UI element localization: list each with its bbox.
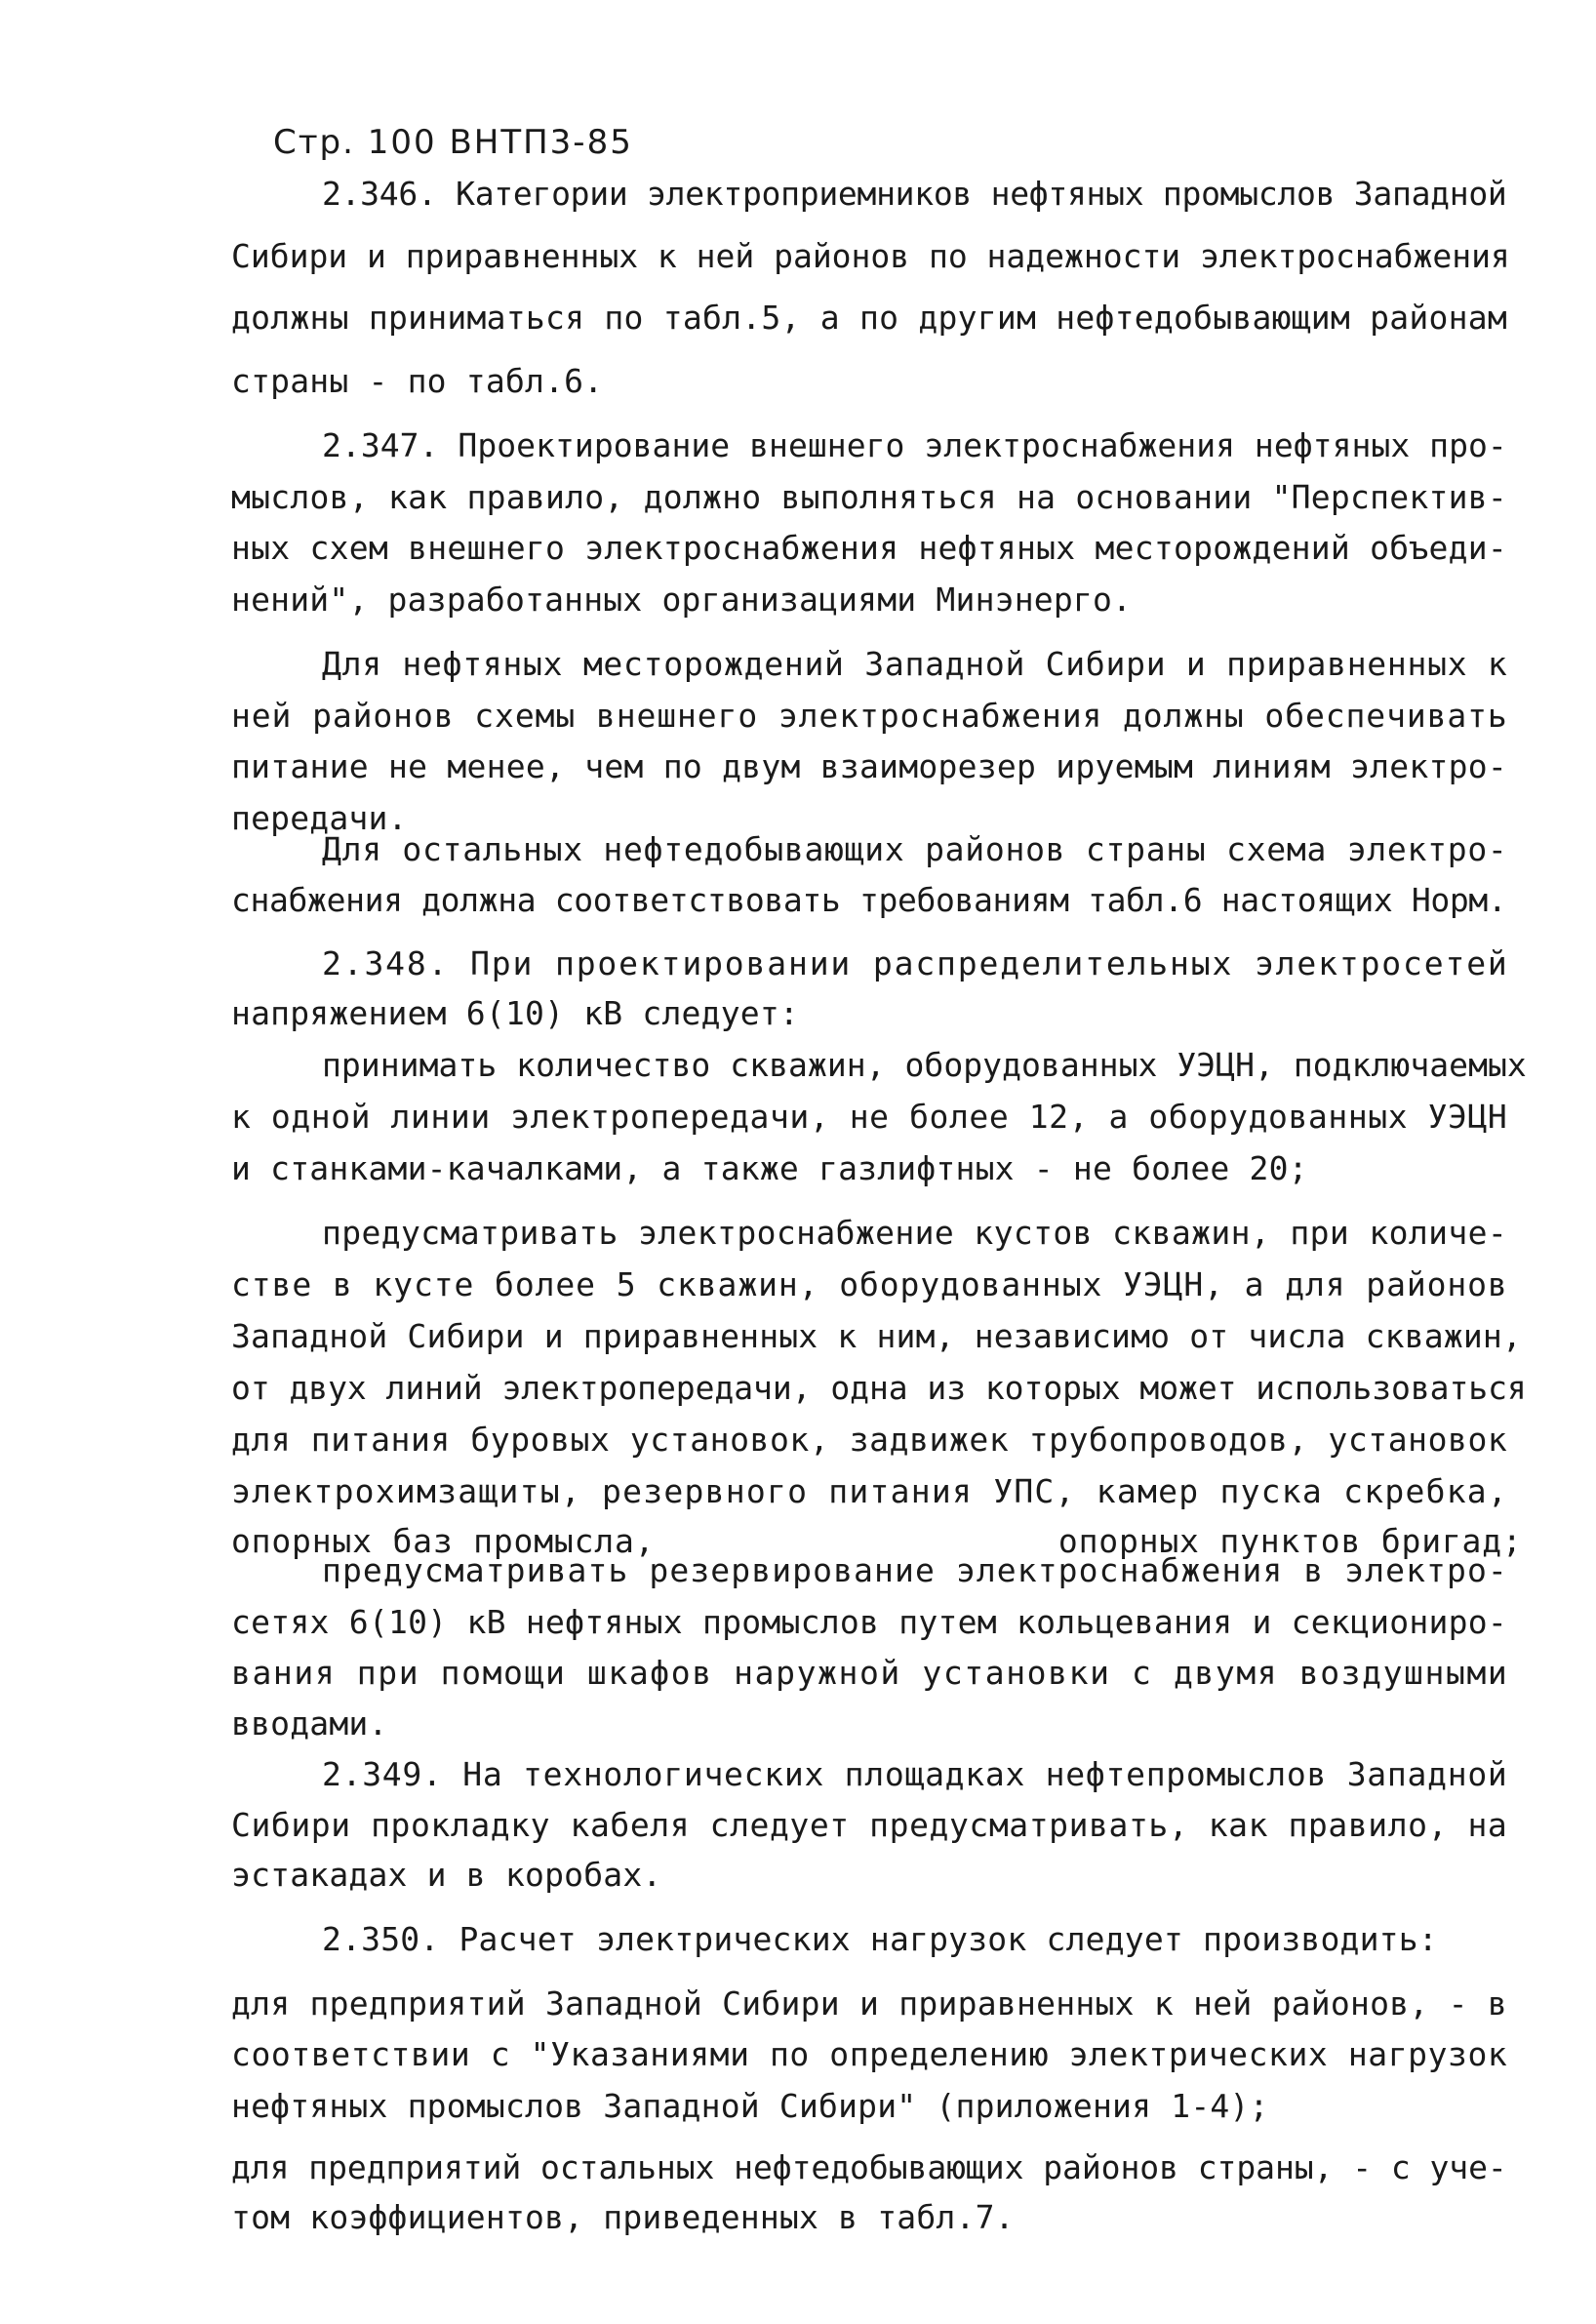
text-line: Для остальных нефтедобывающих районов страны схема электро- bbox=[322, 830, 1508, 868]
text-line: вводами. bbox=[231, 1704, 388, 1743]
text-line: нефтяных промыслов Западной Сибири" (приложения 1-4); bbox=[231, 2087, 1269, 2125]
text-line: том коэффициентов, приведенных в табл.7. bbox=[231, 2198, 1015, 2236]
text-line: эстакадах и в коробах. bbox=[231, 1856, 662, 1894]
text-line: Сибири и приравненных к ней районов по надежности электроснабжения bbox=[231, 237, 1510, 275]
text-line: Западной Сибири и приравненных к ним, независимо от числа скважин, bbox=[231, 1317, 1522, 1355]
text-line: стве в кусте более 5 скважин, оборудованных УЭЦН, а для районов bbox=[231, 1265, 1508, 1303]
text-line: принимать количество скважин, оборудованных УЭЦН, подключаемых bbox=[322, 1046, 1527, 1084]
text-line: от двух линий электропередачи, одна из которых может использоваться bbox=[231, 1369, 1527, 1407]
text-line: Для нефтяных месторождений Западной Сибири и приравненных к bbox=[322, 645, 1508, 683]
text-line: должны приниматься по табл.5, а по другим нефтедобывающим районам bbox=[231, 299, 1508, 337]
text-line: 2.347. Проектирование внешнего электроснабжения нефтяных про- bbox=[322, 426, 1507, 464]
text-line: для питания буровых установок, задвижек трубопроводов, установок bbox=[231, 1421, 1508, 1459]
text-line: 2.350. Расчет электрических нагрузок следует производить: bbox=[322, 1920, 1438, 1958]
text-line: вания при помощи шкафов наружной установки с двумя воздушными bbox=[231, 1654, 1509, 1692]
text-line: для предприятий остальных нефтедобывающих районов страны, - с уче- bbox=[231, 2148, 1507, 2186]
page-header: Стр. 100 ВНТП3-85 bbox=[273, 123, 633, 162]
text-line: напряжением 6(10) кВ следует: bbox=[231, 994, 799, 1032]
text-line: предусматривать резервирование электроснабжения в электро- bbox=[322, 1551, 1508, 1589]
text-line: соответствии с "Указаниями по определению электрических нагрузок bbox=[231, 2035, 1508, 2073]
text-line: 2.348. При проектировании распределительных электросетей bbox=[322, 944, 1509, 982]
text-line: нений", разработанных организациями Минэнерго. bbox=[231, 581, 1133, 619]
text-line: 2.346. Категории электроприемников нефтяных промыслов Западной bbox=[322, 175, 1507, 213]
text-line: передачи. bbox=[231, 799, 408, 837]
text-line: сетях 6(10) кВ нефтяных промыслов путем кольцевания и секциониро- bbox=[231, 1603, 1508, 1641]
text-line: опорных баз промысла, опорных пунктов бригад; bbox=[231, 1522, 1523, 1560]
text-line: Сибири прокладку кабеля следует предусматривать, как правило, на bbox=[231, 1806, 1508, 1844]
text-line: снабжения должна соответствовать требованиям табл.6 настоящих Норм. bbox=[231, 881, 1507, 919]
text-line: для предприятий Западной Сибири и приравненных к ней районов, - в bbox=[231, 1984, 1508, 2023]
text-line: ней районов схемы внешнего электроснабжения должны обеспечивать bbox=[231, 697, 1508, 735]
text-line: питание не менее, чем по двум взаиморезер ируемым линиям электро- bbox=[231, 747, 1508, 785]
text-line: ных схем внешнего электроснабжения нефтяных месторождений объеди- bbox=[231, 529, 1508, 567]
text-line: 2.349. На технологических площадках нефтепромыслов Западной bbox=[322, 1755, 1508, 1793]
text-line: страны - по табл.6. bbox=[231, 362, 604, 400]
text-line: предусматривать электроснабжение кустов скважин, при количе- bbox=[322, 1214, 1508, 1252]
text-line: электрохимзащиты, резервного питания УПС, камер пуска скребка, bbox=[231, 1472, 1509, 1510]
text-line: и станками-качалками, а также газлифтных - не более 20; bbox=[231, 1149, 1308, 1187]
text-line: к одной линии электропередачи, не более 12, а оборудованных УЭЦН bbox=[231, 1098, 1508, 1136]
text-line: мыслов, как правило, должно выполняться на основании "Перспектив- bbox=[231, 478, 1508, 516]
